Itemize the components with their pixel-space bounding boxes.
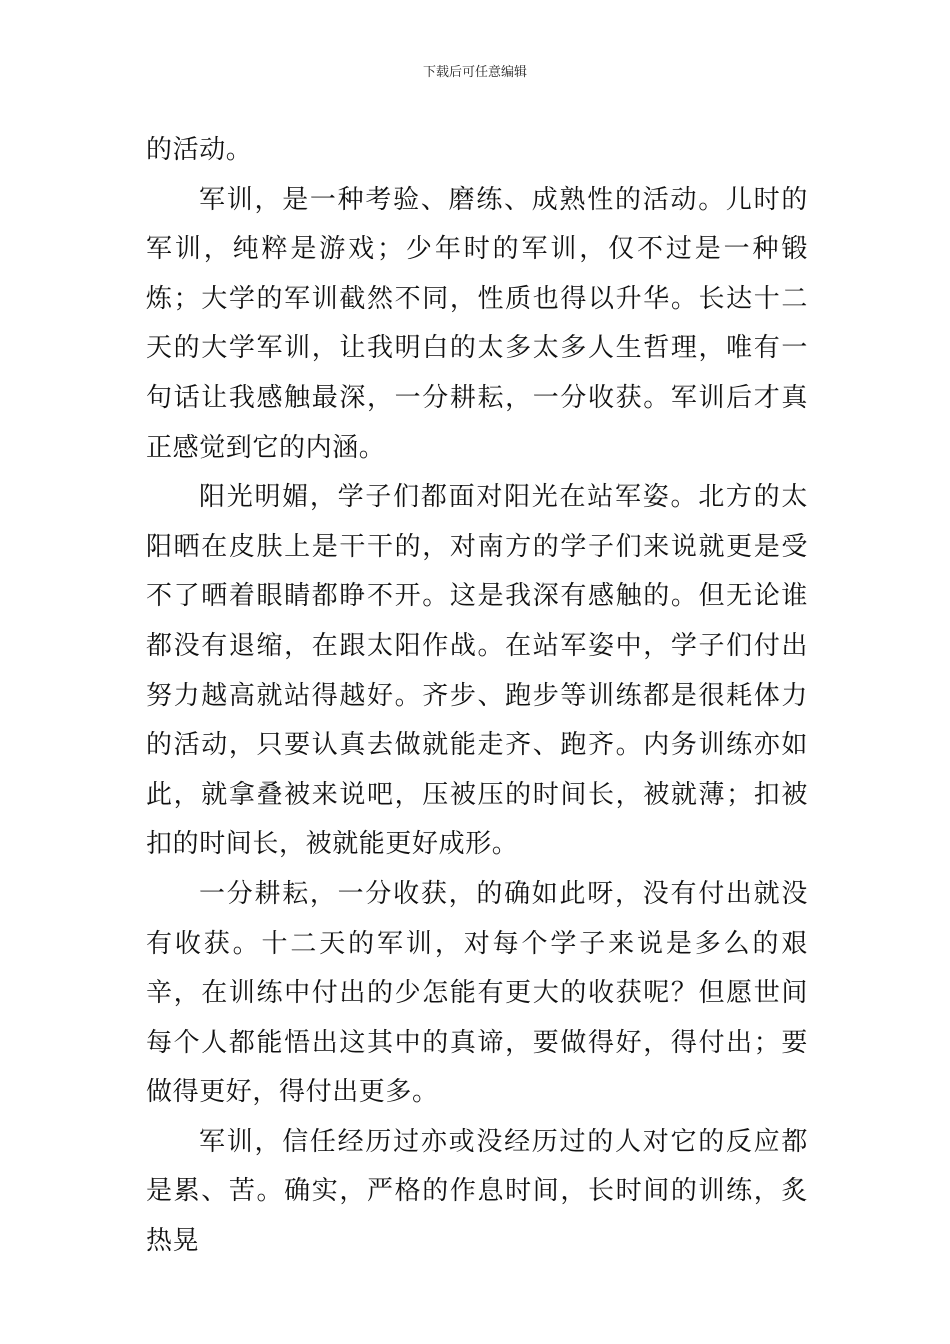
paragraph-continuation: 的活动。 [146, 135, 253, 165]
paragraph: 阳光明媚，学子们都面对阳光在站军姿。北方的太阳晒在皮肤上是干干的，对南方的学子们来说就更是受不了晒着眼睛都睁不开。这是我深有感触的。但无论谁都没有退缩，在跟太阳作战。在站军姿中，学子们付出努力越高就站得越好。齐步、跑步等训练都是很耗体力的活动，只要认真去做就能走齐、跑齐。内务训练亦如此，就拿叠被来说吧，压被压的时间长，被就薄；扣被扣的时间长，被就能更好成形。 [146, 482, 808, 860]
document-body [146, 126, 808, 1267]
page-header-note: 下载后可任意编辑 [422, 65, 527, 80]
paragraph: 一分耕耘，一分收获，的确如此呀，没有付出就没有收获。十二天的军训，对每个学子来说是多么的艰辛，在训练中付出的少怎能有更大的收获呢？但愿世间每个人都能悟出这其中的真谛，要做得好，得付出；要做得更好，得付出更多。 [146, 878, 808, 1108]
paragraph: 军训，是一种考验、磨练、成熟性的活动。儿时的军训，纯粹是游戏；少年时的军训，仅不过是一种锻炼；大学的军训截然不同，性质也得以升华。长达十二天的大学军训，让我明白的太多太多人生哲理，唯有一句话让我感触最深，一分耕耘，一分收获。军训后才真正感觉到它的内涵。 [146, 184, 808, 463]
paragraph: 军训，信任经历过亦或没经历过的人对它的反应都是累、苦。确实，严格的作息时间，长时间的训练，炙热晃 [146, 1126, 808, 1257]
